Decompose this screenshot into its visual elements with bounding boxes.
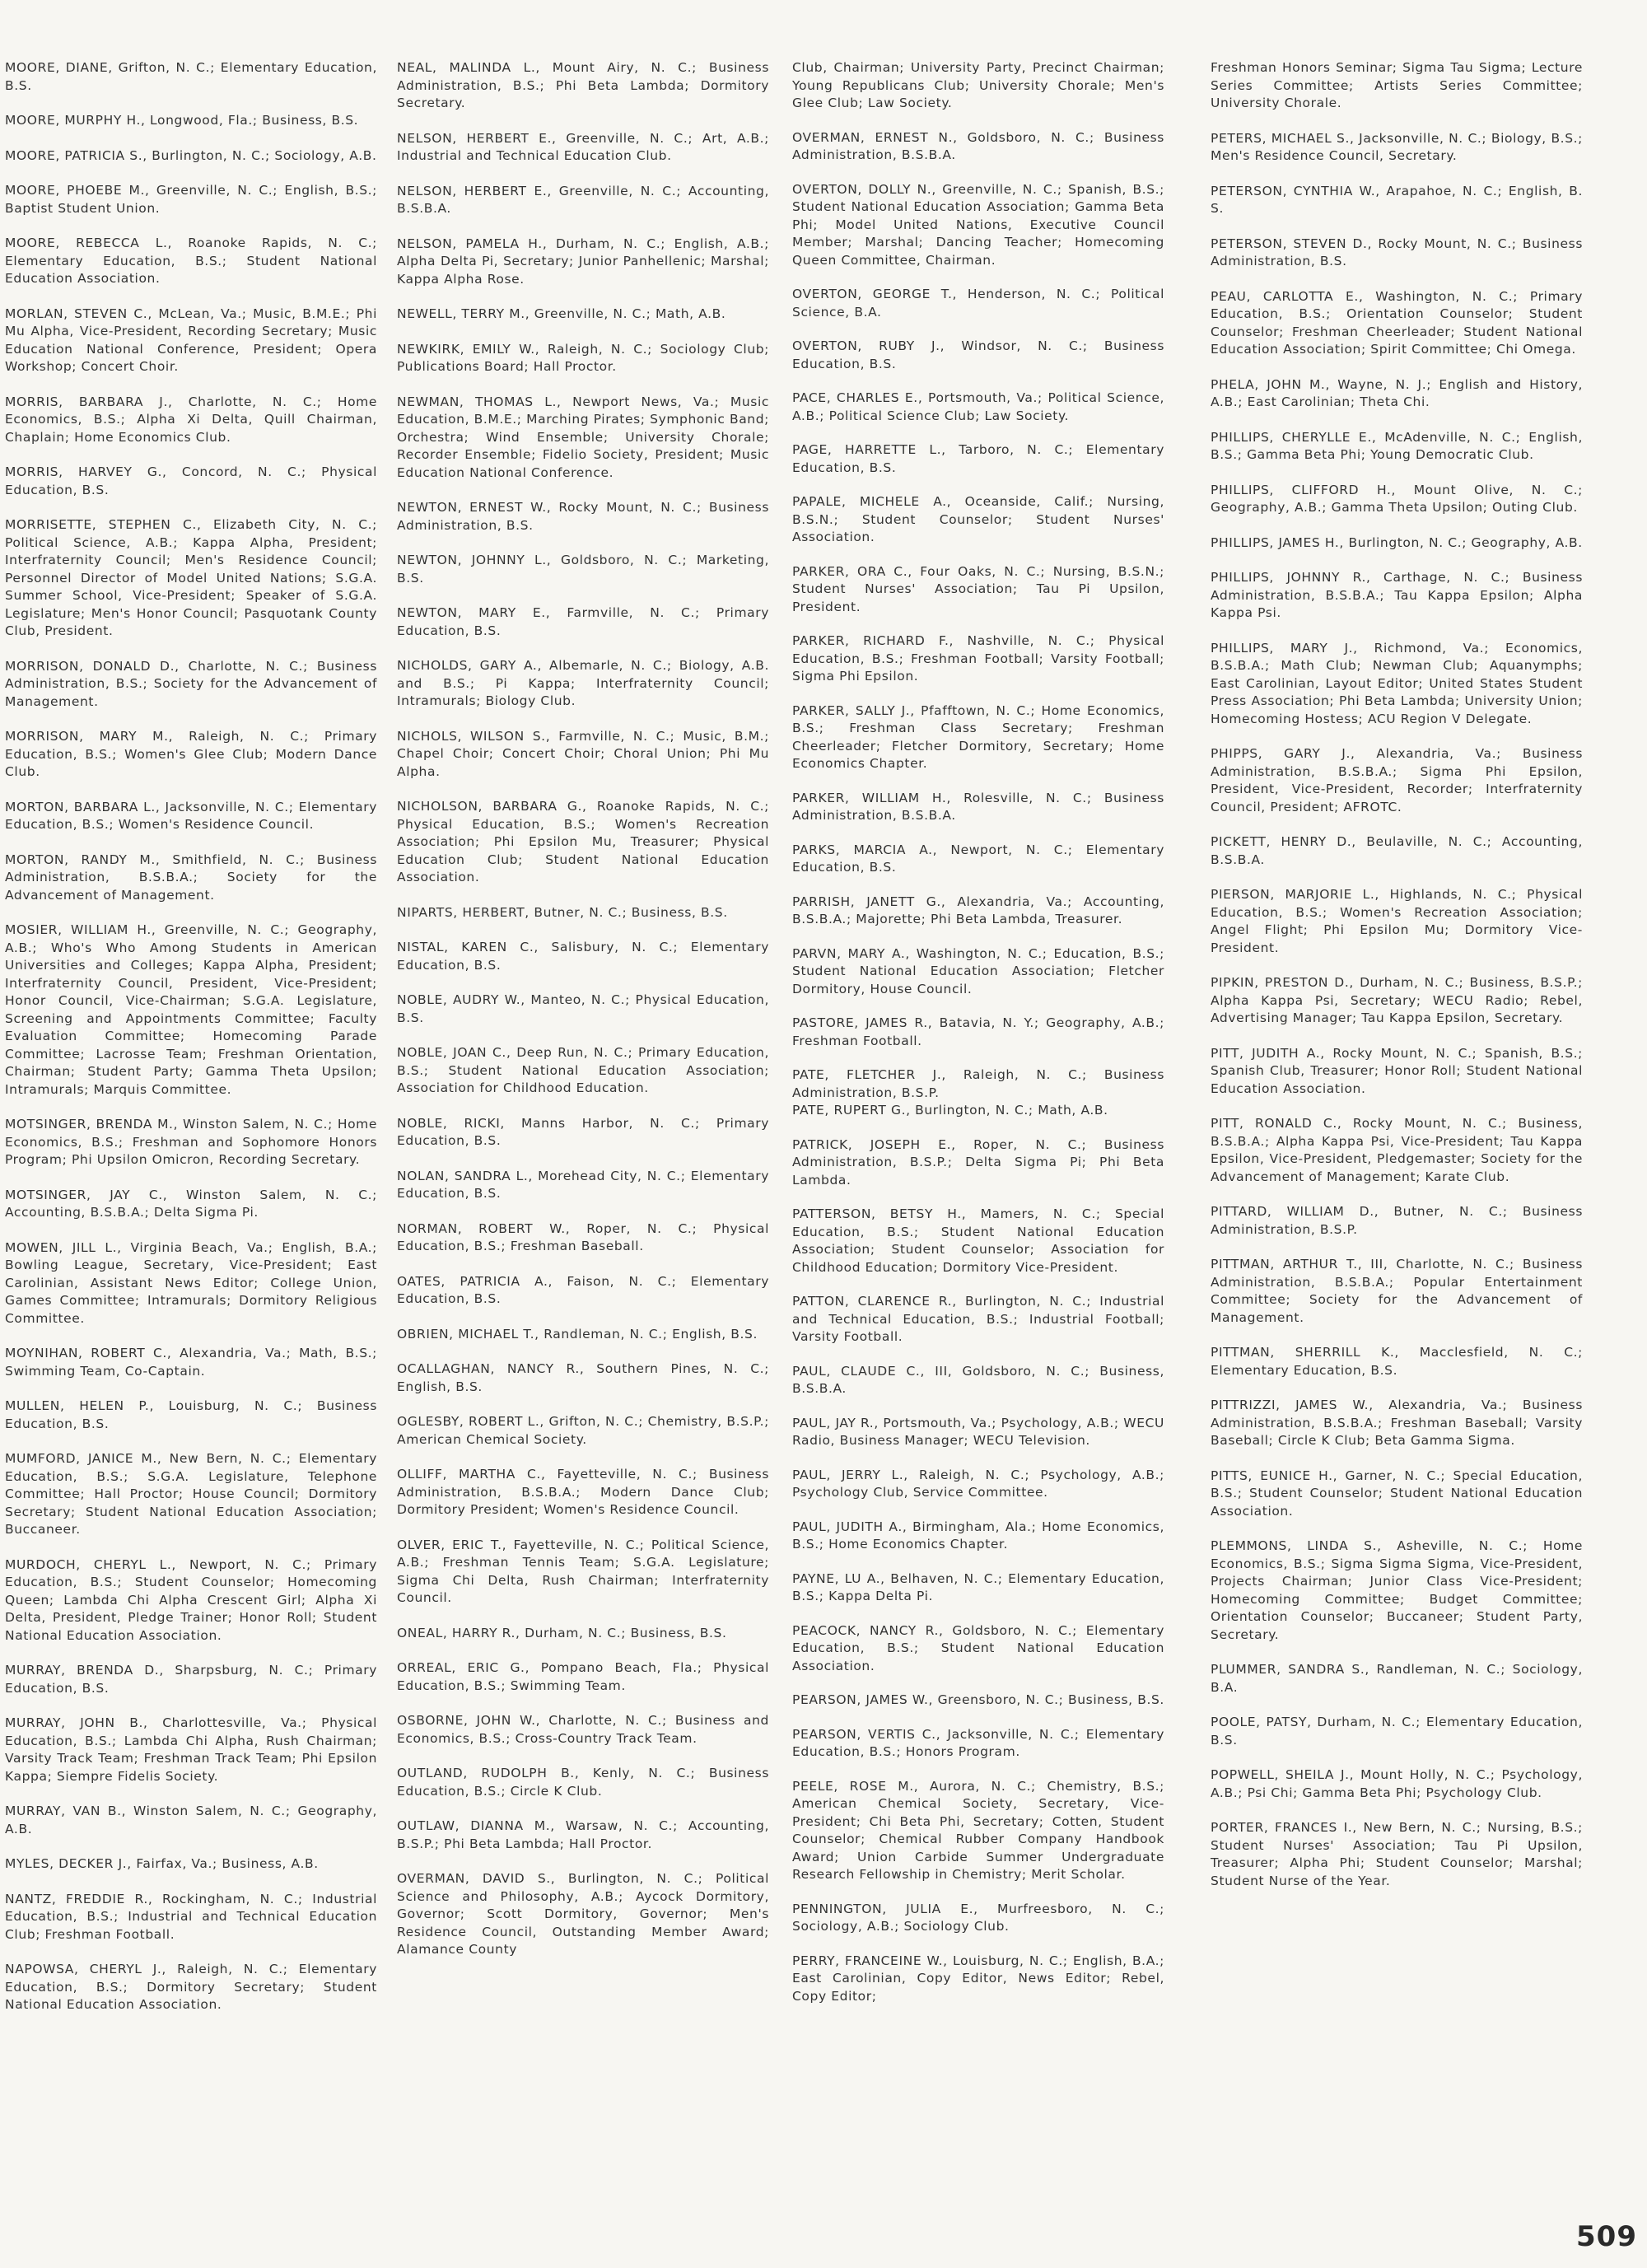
student-entry: PETERSON, STEVEN D., Rocky Mount, N. C.; Business Administration, B.S. — [1211, 236, 1583, 268]
student-entry: MORRISETTE, STEPHEN C., Elizabeth City, N. C.; Political Science, A.B.; Kappa Alpha, President; Interfraternity Council; Men's Residence Council; Personnel Director of Model United Nations; S.G.A. Summer School, Vice-President; Speaker of S.G.A. Legislature; Men's Honor Council; Pasquotank County Club, President. — [5, 517, 377, 638]
student-entry: NEWTON, MARY E., Farmville, N. C.; Primary Education, B.S. — [397, 605, 769, 638]
student-entry: NELSON, HERBERT E., Greenville, N. C.; Art, A.B.; Industrial and Technical Education Club. — [397, 130, 769, 163]
student-entry: PHILLIPS, JOHNNY R., Carthage, N. C.; Business Administration, B.S.B.A.; Tau Kappa Epsilon; Alpha Kappa Psi. — [1211, 570, 1583, 620]
student-entry: NISTAL, KAREN C., Salisbury, N. C.; Elementary Education, B.S. — [397, 940, 769, 973]
student-entry: PERRY, FRANCEINE W., Louisburg, N. C.; English, B.A.; East Carolinian, Copy Editor, News Editor; Rebel, Copy Editor; — [792, 1953, 1164, 2004]
column-2 — [397, 59, 769, 1976]
student-entry: NOLAN, SANDRA L., Morehead City, N. C.; Elementary Education, B.S. — [397, 1168, 769, 1201]
student-entry: NEWELL, TERRY M., Greenville, N. C.; Math, A.B. — [397, 306, 726, 321]
student-entry: OATES, PATRICIA A., Faison, N. C.; Elementary Education, B.S. — [397, 1273, 769, 1306]
student-entry: OUTLAW, DIANNA M., Warsaw, N. C.; Accounting, B.S.P.; Phi Beta Lambda; Hall Proctor. — [397, 1818, 769, 1851]
student-entry: PEARSON, VERTIS C., Jacksonville, N. C.; Elementary Education, B.S.; Honors Program. — [792, 1726, 1164, 1759]
student-entry: PETERSON, CYNTHIA W., Arapahoe, N. C.; English, B. S. — [1211, 183, 1583, 216]
student-entry: NICHOLDS, GARY A., Albemarle, N. C.; Biology, A.B. and B.S.; Pi Kappa; Interfraternity Council; Intramurals; Biology Club. — [397, 658, 769, 708]
student-entry: MOORE, PATRICIA S., Burlington, N. C.; Sociology, A.B. — [5, 147, 377, 163]
student-entry: MOORE, PHOEBE M., Greenville, N. C.; English, B.S.; Baptist Student Union. — [5, 183, 377, 216]
student-entry: MOORE, REBECCA L., Roanoke Rapids, N. C.; Elementary Education, B.S.; Student National Education Association. — [5, 236, 377, 286]
student-entry: NEWMAN, THOMAS L., Newport News, Va.; Music Education, B.M.E.; Marching Pirates; Symphonic Band; Orchestra; Wind Ensemble; University Chorale; Recorder Ensemble; Fidelio Society, President; Music Education National Conference. — [397, 394, 769, 480]
student-entry: PITTRIZZI, JAMES W., Alexandria, Va.; Business Administration, B.S.B.A.; Freshman Baseball; Varsity Baseball; Circle K Club; Beta Gamma Sigma. — [1211, 1398, 1583, 1448]
student-entry: NEAL, MALINDA L., Mount Airy, N. C.; Business Administration, B.S.; Phi Beta Lambda; Dormitory Secretary. — [397, 60, 769, 110]
student-entry: MOSIER, WILLIAM H., Greenville, N. C.; Geography, A.B.; Who's Who Among Students in American Universities and Colleges; Kappa Alpha, President; Interfraternity Council, President, Vice-President; Honor Council, Vice-Chairman; S.G.A. Legislature, Screening and Appointments Committee; Faculty Evaluation Committee; Homecoming Parade Committee; Lacrosse Team; Freshman Orientation, Chairman; Student Party; Gamma Theta Upsilon; Intramurals; Marquis Committee. — [5, 922, 377, 1097]
student-entry: PHILLIPS, CHERYLLE E., McAdenville, N. C.; English, B.S.; Gamma Beta Phi; Young Democratic Club. — [1211, 429, 1583, 462]
student-entry: MOTSINGER, BRENDA M., Winston Salem, N. C.; Home Economics, B.S.; Freshman and Sophomore Honors Program; Phi Upsilon Omicron, Recording Secretary. — [5, 1117, 377, 1167]
student-entry: PARKER, RICHARD F., Nashville, N. C.; Physical Education, B.S.; Freshman Football; Varsity Football; Sigma Phi Epsilon. — [792, 633, 1164, 684]
student-entry: NEWKIRK, EMILY W., Raleigh, N. C.; Sociology Club; Publications Board; Hall Proctor. — [397, 341, 769, 374]
student-entry: PHILLIPS, CLIFFORD H., Mount Olive, N. C.; Geography, A.B.; Gamma Theta Upsilon; Outing Club. — [1211, 482, 1583, 515]
student-entry: NEWTON, ERNEST W., Rocky Mount, N. C.; Business Administration, B.S. — [397, 500, 769, 533]
student-entry: PARKER, WILLIAM H., Rolesville, N. C.; Business Administration, B.S.B.A. — [792, 790, 1164, 823]
column-1 — [5, 59, 377, 2032]
student-entry: PAGE, HARRETTE L., Tarboro, N. C.; Elementary Education, B.S. — [792, 442, 1164, 475]
student-entry: OVERMAN, DAVID S., Burlington, N. C.; Political Science and Philosophy, A.B.; Aycock Dormitory, Governor; Scott Dormitory, Governor; Men's Residence Council, Outstanding Member Award; Alamance County — [397, 1871, 769, 1957]
student-entry: PORTER, FRANCES I., New Bern, N. C.; Nursing, B.S.; Student Nurses' Association; Tau Pi Upsilon, Treasurer; Alpha Phi; Student Counselor; Marshal; Student Nurse of the Year. — [1211, 1820, 1583, 1888]
student-entry: OLLIFF, MARTHA C., Fayetteville, N. C.; Business Administration, B.S.B.A.; Modern Dance Club; Dormitory President; Women's Residence Council. — [397, 1467, 769, 1517]
student-entry: PAUL, JAY R., Portsmouth, Va.; Psychology, A.B.; WECU Radio, Business Manager; WECU Television. — [792, 1415, 1164, 1448]
student-entry: PARRISH, JANETT G., Alexandria, Va.; Accounting, B.S.B.A.; Majorette; Phi Beta Lambda, Treasurer. — [792, 894, 1164, 926]
student-entry: ONEAL, HARRY R., Durham, N. C.; Business, B.S. — [397, 1625, 727, 1640]
student-entry: PAUL, CLAUDE C., III, Goldsboro, N. C.; Business, B.S.B.A. — [792, 1363, 1164, 1396]
student-entry: OGLESBY, ROBERT L., Grifton, N. C.; Chemistry, B.S.P.; American Chemical Society. — [397, 1414, 769, 1447]
student-entry: MOORE, MURPHY H., Longwood, Fla.; Business, B.S. — [5, 113, 359, 128]
student-entry: PARVN, MARY A., Washington, N. C.; Education, B.S.; Student National Education Association; Fletcher Dormitory, House Council. — [792, 945, 1164, 996]
student-entry: PITTS, EUNICE H., Garner, N. C.; Special Education, B.S.; Student Counselor; Student National Education Association. — [1211, 1468, 1583, 1519]
student-entry: NEWTON, JOHNNY L., Goldsboro, N. C.; Marketing, B.S. — [397, 553, 769, 586]
student-entry: NICHOLSON, BARBARA G., Roanoke Rapids, N. C.; Physical Education, B.S.; Women's Recreation Association; Phi Epsilon Mu, Treasurer; Physical Education Club; Student National Education Association. — [397, 799, 769, 884]
student-entry: MORTON, BARBARA L., Jacksonville, N. C.; Elementary Education, B.S.; Women's Residence Council. — [5, 799, 377, 832]
student-entry: MORRIS, HARVEY G., Concord, N. C.; Physical Education, B.S. — [5, 464, 377, 497]
student-entry: PETERS, MICHAEL S., Jacksonville, N. C.; Biology, B.S.; Men's Residence Council, Secretary. — [1211, 130, 1583, 163]
page-number: 509 — [1576, 2220, 1637, 2253]
student-entry: PAPALE, MICHELE A., Oceanside, Calif.; Nursing, B.S.N.; Student Counselor; Student Nurses' Association. — [792, 494, 1164, 544]
student-entry: MOORE, DIANE, Grifton, N. C.; Elementary Education, B.S. — [5, 60, 377, 93]
student-entry: NIPARTS, HERBERT, Butner, N. C.; Business, B.S. — [397, 904, 728, 920]
student-entry: POPWELL, SHEILA J., Mount Holly, N. C.; Psychology, A.B.; Psi Chi; Gamma Beta Phi; Psychology Club. — [1211, 1767, 1583, 1800]
student-entry: OVERTON, DOLLY N., Greenville, N. C.; Spanish, B.S.; Student National Education Association; Gamma Beta Phi; Model United Nations, Executive Council Member; Marshal; Dancing Teacher; Homecoming Queen Committee, Chairman. — [792, 181, 1164, 268]
student-entry: OVERTON, GEORGE T., Henderson, N. C.; Political Science, B.A. — [792, 287, 1164, 320]
student-entry: PATRICK, JOSEPH E., Roper, N. C.; Business Administration, B.S.P.; Delta Sigma Pi; Phi Beta Lambda. — [792, 1136, 1164, 1188]
student-entry: MORRIS, BARBARA J., Charlotte, N. C.; Home Economics, B.S.; Alpha Xi Delta, Quill Chairman, Chaplain; Home Economics Club. — [5, 394, 377, 445]
column-3 — [792, 59, 1164, 2022]
student-entry: ORREAL, ERIC G., Pompano Beach, Fla.; Physical Education, B.S.; Swimming Team. — [397, 1660, 769, 1693]
student-entry: MORRISON, MARY M., Raleigh, N. C.; Primary Education, B.S.; Women's Glee Club; Modern Dance Club. — [5, 729, 377, 779]
student-entry: NOBLE, AUDRY W., Manteo, N. C.; Physical Education, B.S. — [397, 992, 769, 1025]
student-entry: PARKER, SALLY J., Pfafftown, N. C.; Home Economics, B.S.; Freshman Class Secretary; Freshman Cheerleader; Fletcher Dormitory, Secretary; Home Economics Chapter. — [792, 702, 1164, 771]
student-entry: OSBORNE, JOHN W., Charlotte, N. C.; Business and Economics, B.S.; Cross-Country Track Team. — [397, 1713, 769, 1746]
student-entry: PEAU, CARLOTTA E., Washington, N. C.; Primary Education, B.S.; Orientation Counselor; Student Counselor; Freshman Cheerleader; Student National Education Association; Spirit Committee; Chi Omega. — [1211, 288, 1583, 357]
student-entry: NANTZ, FREDDIE R., Rockingham, N. C.; Industrial Education, B.S.; Industrial and Technical Education Club; Freshman Football. — [5, 1891, 377, 1942]
student-entry: OBRIEN, MICHAEL T., Randleman, N. C.; English, B.S. — [397, 1326, 758, 1342]
student-entry: PHIPPS, GARY J., Alexandria, Va.; Business Administration, B.S.B.A.; Sigma Phi Epsilon, President, Vice-President, Recorder; Interfraternity Council, President; AFROTC. — [1211, 746, 1583, 814]
student-entry: PARKS, MARCIA A., Newport, N. C.; Elementary Education, B.S. — [792, 842, 1164, 875]
student-entry: PITT, RONALD C., Rocky Mount, N. C.; Business, B.S.B.A.; Alpha Kappa Psi, Vice-President; Tau Kappa Epsilon, Vice-President, Pledgemaster; Society for the Advancement of Management; Karate Club. — [1211, 1116, 1583, 1184]
student-entry: PENNINGTON, JULIA E., Murfreesboro, N. C.; Sociology, A.B.; Sociology Club. — [792, 1901, 1164, 1934]
student-entry: NOBLE, RICKI, Manns Harbor, N. C.; Primary Education, B.S. — [397, 1115, 769, 1148]
student-entry: MYLES, DECKER J., Fairfax, Va.; Business, A.B. — [5, 1856, 319, 1871]
student-entry: MURRAY, JOHN B., Charlottesville, Va.; Physical Education, B.S.; Lambda Chi Alpha, Rush Chairman; Varsity Track Team; Freshman Track Team; Phi Epsilon Kappa; Siempre Fidelis Society. — [5, 1715, 377, 1784]
student-entry: MURDOCH, CHERYL L., Newport, N. C.; Primary Education, B.S.; Student Counselor; Homecoming Queen; Lambda Chi Alpha Crescent Girl; Alpha Xi Delta, President, Pledge Trainer; Honor Roll; Student National Education Association. — [5, 1556, 377, 1643]
student-entry: NELSON, PAMELA H., Durham, N. C.; English, A.B.; Alpha Delta Pi, Secretary; Junior Panhellenic; Marshal; Kappa Alpha Rose. — [397, 236, 769, 287]
student-entry: POOLE, PATSY, Durham, N. C.; Elementary Education, B.S. — [1211, 1715, 1583, 1748]
student-entry: MORRISON, DONALD D., Charlotte, N. C.; Business Administration, B.S.; Society for the Advancement of Management. — [5, 658, 377, 709]
student-entry: NELSON, HERBERT E., Greenville, N. C.; Accounting, B.S.B.A. — [397, 183, 769, 216]
student-entry: PITTMAN, ARTHUR T., III, Charlotte, N. C.; Business Administration, B.S.B.A.; Popular Entertainment Committee; Society for the Advancement of Management. — [1211, 1257, 1583, 1325]
student-entry: MORLAN, STEVEN C., McLean, Va.; Music, B.M.E.; Phi Mu Alpha, Vice-President, Recording Secretary; Music Education National Conference, President; Opera Workshop; Concert Choir. — [5, 306, 377, 374]
student-entry: PLEMMONS, LINDA S., Asheville, N. C.; Home Economics, B.S.; Sigma Sigma Sigma, Vice-President, Projects Chairman; Junior Class Vice-President; Homecoming Committee; Budget Committee; Orientation Counselor; Buccaneer; Student Party, Secretary. — [1211, 1538, 1583, 1642]
student-entry: PAYNE, LU A., Belhaven, N. C.; Elementary Education, B.S.; Kappa Delta Pi. — [792, 1570, 1164, 1603]
student-entry: PLUMMER, SANDRA S., Randleman, N. C.; Sociology, B.A. — [1211, 1662, 1583, 1695]
student-entry: PACE, CHARLES E., Portsmouth, Va.; Political Science, A.B.; Political Science Club; Law Society. — [792, 390, 1164, 423]
student-entry: MOYNIHAN, ROBERT C., Alexandria, Va.; Math, B.S.; Swimming Team, Co-Captain. — [5, 1346, 377, 1379]
student-entry: Freshman Honors Seminar; Sigma Tau Sigma; Lecture Series Committee; Artists Series Committee; University Chorale. — [1211, 60, 1583, 110]
student-entry: PAUL, JERRY L., Raleigh, N. C.; Psychology, A.B.; Psychology Club, Service Committee. — [792, 1467, 1164, 1500]
student-entry: PITTMAN, SHERRILL K., Macclesfield, N. C.; Elementary Education, B.S. — [1211, 1345, 1583, 1378]
student-entry: PATTON, CLARENCE R., Burlington, N. C.; Industrial and Technical Education, B.S.; Industrial Football; Varsity Football. — [792, 1294, 1164, 1344]
student-entry: NICHOLS, WILSON S., Farmville, N. C.; Music, B.M.; Chapel Choir; Concert Choir; Choral Union; Phi Mu Alpha. — [397, 728, 769, 779]
student-entry: MURRAY, VAN B., Winston Salem, N. C.; Geography, A.B. — [5, 1804, 377, 1836]
student-entry: OVERTON, RUBY J., Windsor, N. C.; Business Education, B.S. — [792, 338, 1164, 371]
column-4 — [1211, 59, 1583, 1907]
student-entry: MORTON, RANDY M., Smithfield, N. C.; Business Administration, B.S.B.A.; Society for the Advancement of Management. — [5, 852, 377, 903]
student-entry: PATTERSON, BETSY H., Mamers, N. C.; Special Education, B.S.; Student National Education Association; Student Counselor; Association for Childhood Education; Dormitory Vice-President. — [792, 1206, 1164, 1275]
student-entry: MOWEN, JILL L., Virginia Beach, Va.; English, B.A.; Bowling League, Secretary, Vice-President; East Carolinian, Assistant News Editor; College Union, Games Committee; Intramurals; Dormitory Religious Committee. — [5, 1239, 377, 1326]
student-entry: PAUL, JUDITH A., Birmingham, Ala.; Home Economics, B.S.; Home Economics Chapter. — [792, 1519, 1164, 1552]
student-entry: PITTARD, WILLIAM D., Butner, N. C.; Business Administration, B.S.P. — [1211, 1204, 1583, 1237]
student-entry: MULLEN, HELEN P., Louisburg, N. C.; Business Education, B.S. — [5, 1398, 377, 1431]
student-entry: Club, Chairman; University Party, Precinct Chairman; Young Republicans Club; University Chorale; Men's Glee Club; Law Society. — [792, 60, 1164, 110]
student-entry: OLVER, ERIC T., Fayetteville, N. C.; Political Science, A.B.; Freshman Tennis Team; S.G.A. Legislature; Sigma Chi Delta, Rush Chairman; Interfraternity Council. — [397, 1537, 769, 1605]
student-entry: PITT, JUDITH A., Rocky Mount, N. C.; Spanish, B.S.; Spanish Club, Treasurer; Honor Roll; Student National Education Association. — [1211, 1045, 1583, 1096]
student-entry: PIPKIN, PRESTON D., Durham, N. C.; Business, B.S.P.; Alpha Kappa Psi, Secretary; WECU Radio; Rebel, Advertising Manager; Tau Kappa Epsilon, Secretary. — [1211, 975, 1583, 1025]
student-entry: OUTLAND, RUDOLPH B., Kenly, N. C.; Business Education, B.S.; Circle K Club. — [397, 1766, 769, 1799]
student-entry: MUMFORD, JANICE M., New Bern, N. C.; Elementary Education, B.S.; S.G.A. Legislature, Telephone Committee; Hall Proctor; House Council; Dormitory Secretary; Student National Education Association; Buccaneer. — [5, 1451, 377, 1537]
student-entry: MURRAY, BRENDA D., Sharpsburg, N. C.; Primary Education, B.S. — [5, 1663, 377, 1696]
student-entry: PASTORE, JAMES R., Batavia, N. Y.; Geography, A.B.; Freshman Football. — [792, 1015, 1164, 1048]
student-entry: PARKER, ORA C., Four Oaks, N. C.; Nursing, B.S.N.; Student Nurses' Association; Tau Pi Upsilon, President. — [792, 563, 1164, 614]
student-entry: OCALLAGHAN, NANCY R., Southern Pines, N. C.; English, B.S. — [397, 1361, 769, 1394]
student-entry: PEELE, ROSE M., Aurora, N. C.; Chemistry, B.S.; American Chemical Society, Secretary, Vice-President; Chi Beta Phi, Secretary; Cotten, Student Counselor; Chemical Rubber Company Handbook Award; Union Carbide Summer Undergraduate Research Fellowship in Chemistry; Merit Scholar. — [792, 1778, 1164, 1882]
student-entry: PICKETT, HENRY D., Beulaville, N. C.; Accounting, B.S.B.A. — [1211, 834, 1583, 867]
student-entry: NAPOWSA, CHERYL J., Raleigh, N. C.; Elementary Education, B.S.; Dormitory Secretary; Student National Education Association. — [5, 1962, 377, 2012]
student-entry: OVERMAN, ERNEST N., Goldsboro, N. C.; Business Administration, B.S.B.A. — [792, 129, 1164, 162]
student-entry: PHELA, JOHN M., Wayne, N. J.; English and History, A.B.; East Carolinian; Theta Chi. — [1211, 376, 1583, 409]
student-entry: PHILLIPS, JAMES H., Burlington, N. C.; Geography, A.B. — [1211, 534, 1583, 550]
student-entry: NORMAN, ROBERT W., Roper, N. C.; Physical Education, B.S.; Freshman Baseball. — [397, 1220, 769, 1253]
student-entry: PIERSON, MARJORIE L., Highlands, N. C.; Physical Education, B.S.; Women's Recreation Association; Angel Flight; Phi Epsilon Mu; Dormitory Vice-President. — [1211, 887, 1583, 955]
student-entry: NOBLE, JOAN C., Deep Run, N. C.; Primary Education, B.S.; Student National Education Association; Association for Childhood Education. — [397, 1045, 769, 1095]
student-entry: PATE, FLETCHER J., Raleigh, N. C.; Business Administration, B.S.P. PATE, RUPERT G., Burlington, N. C.; Math, A.B. — [792, 1067, 1164, 1118]
student-entry: MOTSINGER, JAY C., Winston Salem, N. C.; Accounting, B.S.B.A.; Delta Sigma Pi. — [5, 1187, 377, 1220]
student-entry: PHILLIPS, MARY J., Richmond, Va.; Economics, B.S.B.A.; Math Club; Newman Club; Aquanymphs; East Carolinian, Layout Editor; United States Student Press Association; Phi Beta Lambda; University Union; Homecoming Hostess; ACU Region V Delegate. — [1211, 640, 1583, 726]
student-entry: PEARSON, JAMES W., Greensboro, N. C.; Business, B.S. — [792, 1692, 1164, 1707]
student-entry: PEACOCK, NANCY R., Goldsboro, N. C.; Elementary Education, B.S.; Student National Education Association. — [792, 1622, 1164, 1673]
